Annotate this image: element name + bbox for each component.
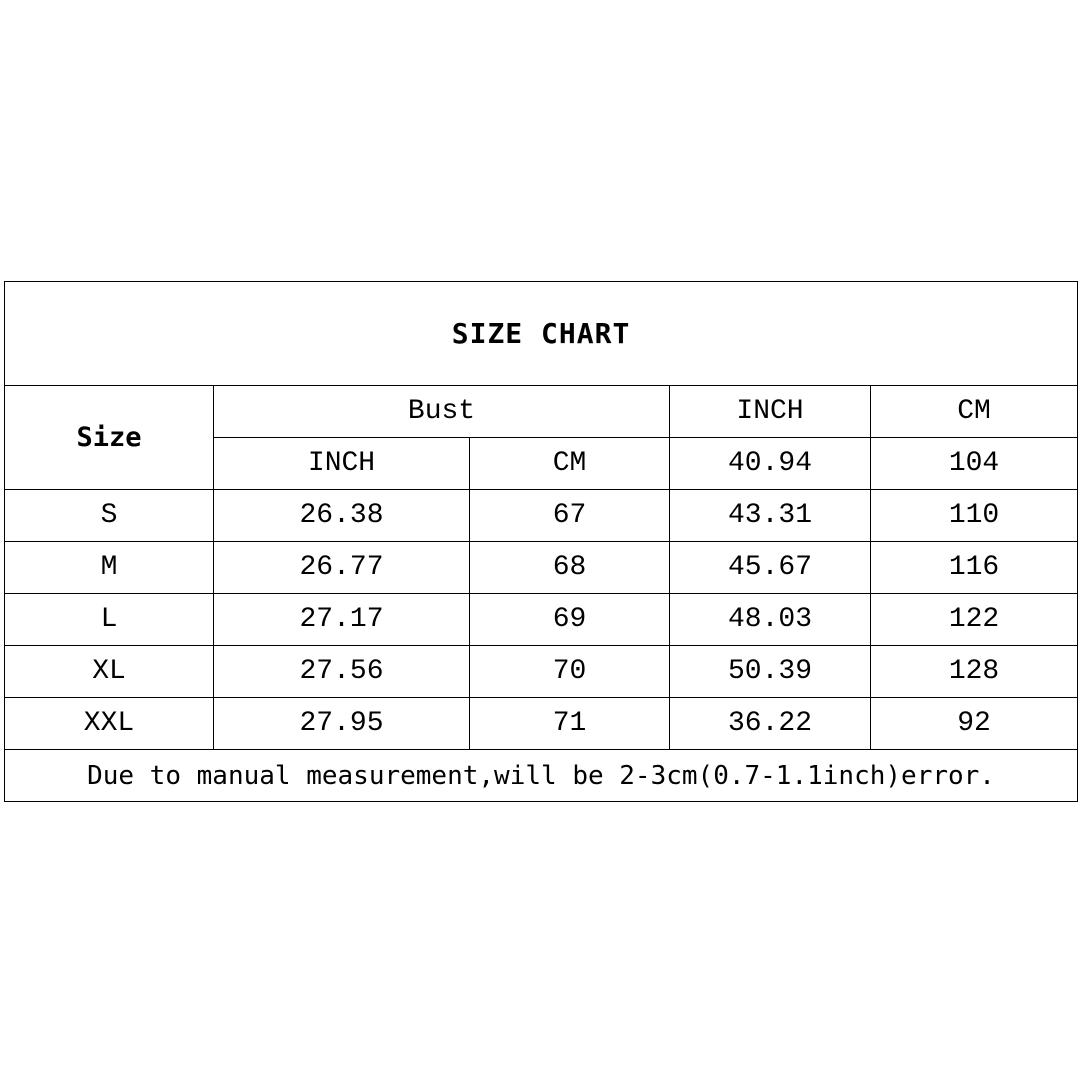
bust-cm-subheader: CM (470, 438, 670, 490)
bust-cm-cell: 70 (470, 646, 670, 698)
bust-inch-cell: 26.77 (214, 542, 470, 594)
bust-inch-cell: 26.38 (214, 490, 470, 542)
table-row (5, 698, 1078, 750)
cm-column-header: CM (871, 386, 1078, 438)
bust-inch-cell: 27.17 (214, 594, 470, 646)
cm-subheader-value: 104 (871, 438, 1078, 490)
size-cell: XL (5, 646, 214, 698)
cm-cell: 110 (871, 490, 1078, 542)
cm-cell: 92 (871, 698, 1078, 750)
size-cell: L (5, 594, 214, 646)
inch-cell: 43.31 (670, 490, 871, 542)
bust-inch-subheader: INCH (214, 438, 470, 490)
bust-cm-cell: 67 (470, 490, 670, 542)
table-row (5, 490, 1078, 542)
inch-cell: 36.22 (670, 698, 871, 750)
size-cell: M (5, 542, 214, 594)
cm-cell: 128 (871, 646, 1078, 698)
bust-inch-cell: 27.95 (214, 698, 470, 750)
bust-cm-cell: 71 (470, 698, 670, 750)
inch-subheader-value: 40.94 (670, 438, 871, 490)
table-row (5, 542, 1078, 594)
measurement-note: Due to manual measurement,will be 2-3cm(0.7-1.1inch)error. (5, 750, 1078, 802)
size-cell: S (5, 490, 214, 542)
bust-cm-cell: 69 (470, 594, 670, 646)
size-cell: XXL (5, 698, 214, 750)
table-row (5, 646, 1078, 698)
table-row (5, 594, 1078, 646)
bust-inch-cell: 27.56 (214, 646, 470, 698)
inch-cell: 50.39 (670, 646, 871, 698)
inch-cell: 48.03 (670, 594, 871, 646)
inch-cell: 45.67 (670, 542, 871, 594)
size-chart-table (4, 281, 1078, 802)
cm-cell: 122 (871, 594, 1078, 646)
bust-cm-cell: 68 (470, 542, 670, 594)
chart-title: SIZE CHART (5, 282, 1078, 386)
bust-column-header: Bust (214, 386, 670, 438)
inch-column-header: INCH (670, 386, 871, 438)
size-column-header: Size (5, 386, 214, 490)
cm-cell: 116 (871, 542, 1078, 594)
